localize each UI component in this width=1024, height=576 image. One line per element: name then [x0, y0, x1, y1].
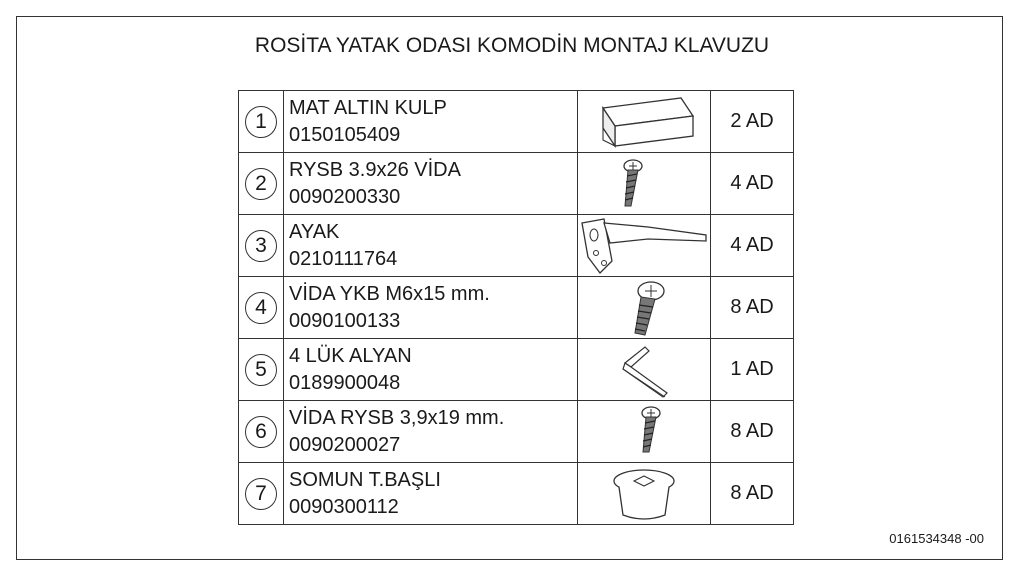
- part-quantity: 8 AD: [711, 277, 794, 339]
- part-number: 1: [245, 106, 277, 138]
- part-quantity: 4 AD: [711, 153, 794, 215]
- allen-key-icon: [589, 341, 699, 399]
- table-row: [239, 153, 794, 215]
- screw-icon: [589, 156, 699, 212]
- part-number: 4: [245, 292, 277, 324]
- part-code: 0210111764: [289, 247, 398, 270]
- screw-icon: [589, 404, 699, 460]
- part-name: AYAK: [289, 220, 340, 243]
- part-name: VİDA RYSB 3,9x19 mm.: [289, 406, 505, 429]
- part-name: SOMUN T.BAŞLI: [289, 468, 441, 491]
- part-number: 5: [245, 354, 277, 386]
- part-name: VİDA YKB M6x15 mm.: [289, 282, 490, 305]
- table-row: [239, 339, 794, 401]
- part-number: 2: [245, 168, 277, 200]
- leg-icon: [578, 217, 710, 275]
- part-name: RYSB 3.9x26 VİDA: [289, 158, 461, 181]
- part-number: 3: [245, 230, 277, 262]
- part-name: 4 LÜK ALYAN: [289, 344, 412, 367]
- part-code: 0189900048: [289, 371, 401, 394]
- part-code: 0090200027: [289, 433, 401, 456]
- nut-icon: [589, 465, 699, 523]
- table-row: [239, 277, 794, 339]
- part-code: 0090200330: [289, 185, 401, 208]
- part-quantity: 1 AD: [711, 339, 794, 401]
- part-code: 0150105409: [289, 123, 401, 146]
- table-row: [239, 91, 794, 153]
- part-number: 7: [245, 478, 277, 510]
- part-quantity: 4 AD: [711, 215, 794, 277]
- handle-icon: [589, 94, 699, 150]
- part-quantity: 2 AD: [711, 91, 794, 153]
- part-quantity: 8 AD: [711, 401, 794, 463]
- table-row: [239, 401, 794, 463]
- part-number: 6: [245, 416, 277, 448]
- parts-table: [238, 90, 794, 525]
- part-name: MAT ALTIN KULP: [289, 96, 447, 119]
- document-title: ROSİTA YATAK ODASI KOMODİN MONTAJ KLAVUZU: [254, 34, 770, 57]
- document-code: 0161534348 -00: [889, 531, 984, 546]
- table-row: [239, 215, 794, 277]
- part-quantity: 8 AD: [711, 463, 794, 525]
- part-code: 0090300112: [289, 495, 399, 518]
- bolt-icon: [589, 279, 699, 337]
- part-code: 0090100133: [289, 309, 401, 332]
- table-row: [239, 463, 794, 525]
